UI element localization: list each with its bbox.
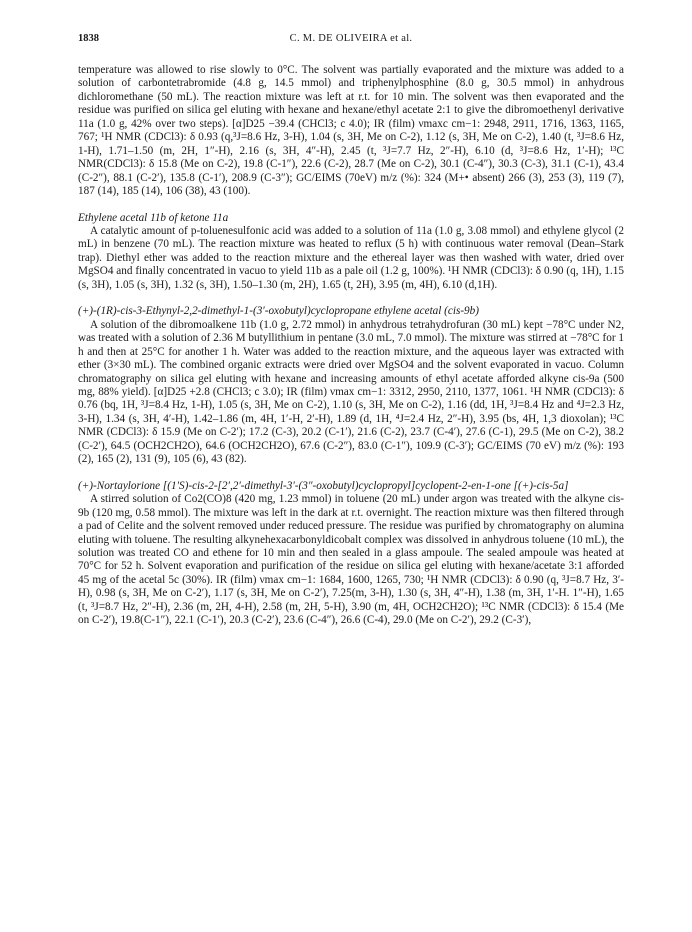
- section-heading-cis-9b: (+)-(1R)-cis-3-Ethynyl-2,2-dimethyl-1-(3′-oxobutyl)cyclopropane ethylene acetal (cis-9b): [78, 305, 479, 318]
- paragraph-11b: A catalytic amount of p-toluenesulfonic acid was added to a solution of 11a (1.0 g, 3.08 mmol) and ethylene glycol (2 mL) in benzene (70 mL). The reaction mixture was heated to reflux (5 h) with continuous water removal (Dean–Stark trap). Diethyl ether was added to the reaction mixture and the ethereal layer was then washed with water, dried over MgSO4 and finally concentrated in vacuo to yield 11b as a pale oil (1.2 g, 100%). ¹H NMR (CDCl3): δ 0.90 (q, 1H), 1.15 (s, 3H), 1.05 (s, 3H), 1.32 (s, 3H), 1.50–1.30 (m, 2H), 1.65 (t, 2H), 3.95 (m, 4H), 6.10 (d,1H).: [78, 224, 624, 291]
- paragraph-nortaylorione: A stirred solution of Co2(CO)8 (420 mg, 1.23 mmol) in toluene (20 mL) under argon was treated with the alkyne cis-9b (120 mg, 0.58 mmol). The mixture was left in the dark at r.t. overnight. The reaction mixture was then filtered through a pad of Celite and the solvent removed under reduced pressure. The residue was purified by chromatography on alumina eluting with toluene. The resulting alkynehexacarbonyldicobalt complex was dissolved in anhydrous toluene (10 mL), the solution was treated CO and ethene for 10 min and then sealed in a glass ampoule. The sealed ampoule was heated at 70°C for 52 h. Solvent evaporation and purification of the residue on silica gel eluting with hexane/acetate 3:1 afforded 45 mg of the acetal 5c (30%). IR (film) νmax cm−1: 1684, 1600, 1265, 730; ¹H NMR (CDCl3): δ 0.90 (q, ³J=8.7 Hz, 3′-H), 0.98 (s, 3H, Me on C-2′), 1.17 (s, 3H, Me on C-2′), 7.25(m, 3-H), 1.30 (s, 3H, 4″-H), 1.38 (m, 3H, 1′-H. 1″-H), 1.65 (t, ³J=8.7 Hz, 2″-H), 2.36 (m, 2H, 4-H), 2.58 (m, 2H, 5-H), 3.90 (m, 4H, OCH2CH2O); ¹³C NMR (CDCl3): δ 15.4 (Me on C-2′), 19.8(C-1″), 22.1 (C-1′), 20.3 (C-2′), 23.6 (C-4″), 26.6 (C-4), 29.0 (Me on C-2′), 29.2 (C-3′),: [78, 493, 624, 627]
- section-heading-11b: Ethylene acetal 11b of ketone 11a: [78, 211, 229, 224]
- paragraph-continued: temperature was allowed to rise slowly to 0°C. The solvent was partially evaporated and the mixture was added to a solution of carbontetrabromide (4.8 g, 14.5 mmol) and triphenylphosphine (8.0 g, 30.5 mmol) in anhydrous dichloromethane (50 mL). The reaction mixture was left at r.t. for 10 min. The solvent was then evaporated and the residue was purified on silica gel eluting with hexane and hexane/ethyl acetate 2:1 to give the dibromoethenyl derivative 11a (1.0 g, 42% over two steps). [α]D25 −39.4 (CHCl3; c 4.0); IR (film) νmaxc cm−1: 2948, 2911, 1716, 1363, 1165, 767; ¹H NMR (CDCl3): δ 0.93 (q,³J=8.6 Hz, 3-H), 1.04 (s, 3H, Me on C-2), 1.12 (s, 3H, Me on C-2), 1.40 (t, ³J=8.6 Hz, 1-H), 1.71–1.50 (m, 2H, 1″-H), 2.16 (s, 3H, 4″-H), 2.45 (t, ³J=7.7 Hz, 2″-H), 6.10 (d, ³J=8.6 Hz, 1′-H); ¹³C NMR(CDCl3): δ 15.8 (Me on C-2), 19.8 (C-1″), 22.6 (C-2), 28.7 (Me on C-2), 30.1 (C-4″), 30.3 (C-3), 31.1 (C-1), 43.4 (C-2″), 88.1 (C-2′), 135.8 (C-1′), 208.9 (C-3″); GC/EIMS (70eV) m/z (%): 324 (M+• absent) 266 (3), 253 (3), 119 (7), 187 (14), 185 (14), 106 (38), 43 (100).: [78, 64, 624, 198]
- article-body: [78, 64, 624, 628]
- section-heading-nortaylorione: (+)-Nortaylorione [(1′S)-cis-2-[2′,2′-dimethyl-3′-(3″-oxobutyl)cyclopropyl]cyclopent-2-en-1-one [(+)-cis-5a]: [78, 479, 569, 492]
- running-head: C. M. DE OLIVEIRA et al.: [289, 33, 413, 44]
- page-header: [78, 33, 624, 49]
- paragraph-cis-9b: A solution of the dibromoalkene 11b (1.0 g, 2.72 mmol) in anhydrous tetrahydrofuran (30 mL) kept −78°C under N2, was treated with a solution of 2.36 M butyllithium in pentane (3.0 mL, 7.0 mmol). The mixture was stirred at −78°C for 1 h and then at 25°C for another 1 h. Water was added to the reaction mixture, and the aqueous layer was extracted with ether (3×30 mL). The combined organic extracts were dried over MgSO4 and the solvent evaporated in vacuo. Column chromatography on silica gel eluting with hexane and increasing amounts of ethyl acetate afforded alkyne cis-9a (500 mg, 88% yield). [α]D25 +2.8 (CHCl3; c 3.0); IR (film) νmax cm−1: 3312, 2950, 2110, 1377, 1061. ¹H NMR (CDCl3): δ 0.76 (bq, 1H, ³J=8.4 Hz, 1-H), 1.05 (s, 3H, Me on C-2), 1.10 (s, 3H, Me on C-2), 1.16 (dd, 1H, ³J=8.4 Hz and ⁴J=2.3 Hz, 3-H), 1.34 (s, 3H, 4′-H), 1.42–1.86 (m, 4H, 1′-H, 2′-H), 1.89 (d, 1H, ⁴J=2.4 Hz, 2″-H), 3.95 (bs, 4H, 1,3 dioxolan); ¹³C NMR (CDCl3): δ 15.9 (Me on C-2′); 17.2 (C-3), 20.2 (C-1′), 21.6 (C-2), 23.7 (C-4′), 27.6 (C-1), 29.5 (Me on C-2), 38.2 (C-2′), 64.5 (OCH2CH2O), 64.6 (OCH2CH2O), 67.6 (C-2″), 83.0 (C-1″), 109.9 (C-3′); GC/EIMS (70 eV) m/z (%): 193 (2), 165 (2), 131 (9), 105 (6), 43 (82).: [78, 318, 624, 466]
- page-number: 1838: [78, 33, 99, 44]
